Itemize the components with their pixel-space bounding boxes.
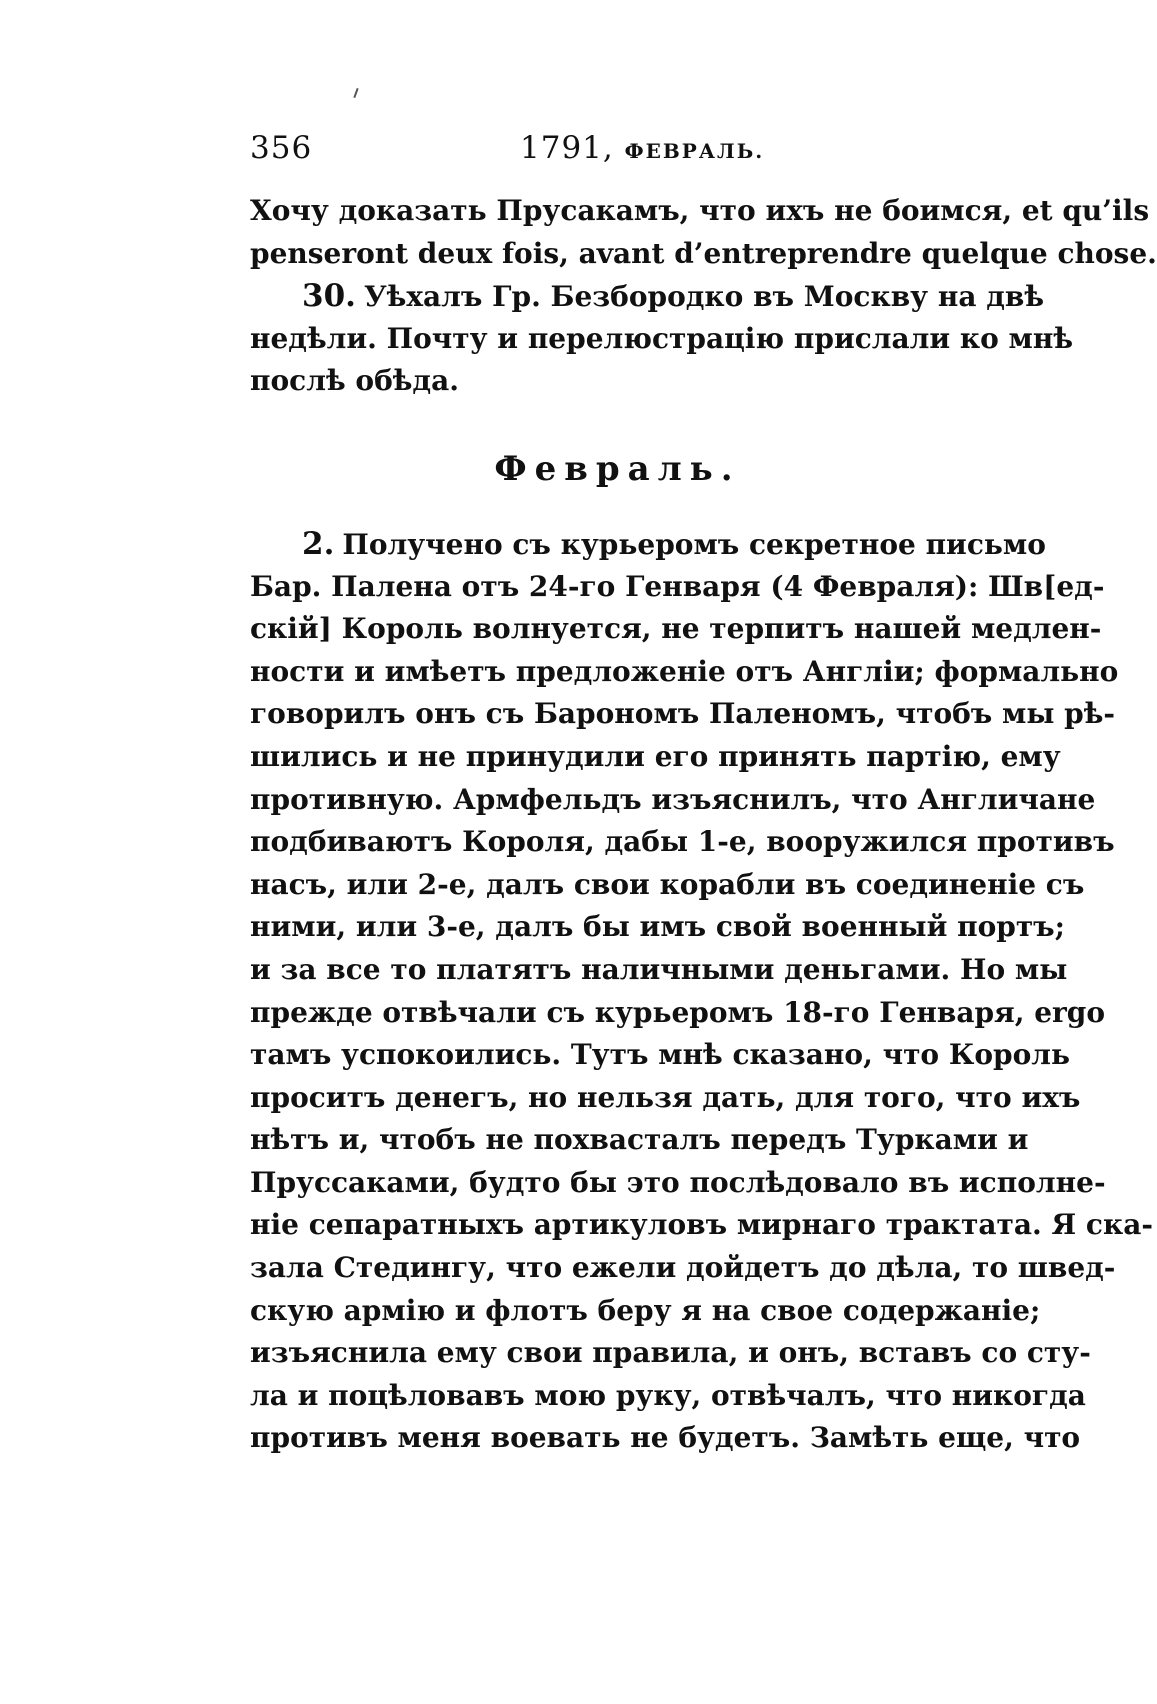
book-page bbox=[250, 130, 1157, 1460]
text-line: прежде отвѣчали съ курьеромъ 18-го Генваря, ergo bbox=[250, 995, 1106, 1029]
text-line: говорилъ онъ съ Барономъ Паленомъ, чтобъ мы рѣ- bbox=[250, 697, 1116, 731]
text-line: насъ, или 2-е, далъ свои корабли въ соединеніе съ bbox=[250, 867, 1085, 901]
running-month: ФЕВРАЛЬ. bbox=[624, 139, 765, 163]
text-line: ности и имѣетъ предложеніе отъ Англіи; формально bbox=[250, 654, 1119, 688]
text-line: шились и не принудили его принять партію, ему bbox=[250, 739, 1061, 773]
text-line: скій] Король волнуется, не терпитъ нашей медлен- bbox=[250, 612, 1102, 646]
text-line: Бар. Палена отъ 24-го Генваря (4 Февраля): Шв[ед- bbox=[250, 569, 1105, 603]
text-line: ла и поцѣловавъ мою руку, отвѣчалъ, что никогда bbox=[250, 1378, 1086, 1412]
entry-text: Уѣхалъ Гр. Безбородко въ Москву на двѣ bbox=[363, 280, 1045, 314]
text-line: ніе сепаратныхъ артикуловъ мирнаго трактата. Я ска- bbox=[250, 1208, 1153, 1242]
entry-text: Получено съ курьеромъ секретное письмо bbox=[342, 527, 1046, 561]
text-line: проситъ денегъ, но нельзя дать, для того, что ихъ bbox=[250, 1080, 1081, 1114]
text-line: Хочу доказать Прусакамъ, что ихъ не боимся, et qu’ils bbox=[250, 194, 1150, 227]
running-title bbox=[520, 130, 985, 166]
text-line: и за все то платятъ наличными деньгами. Но мы bbox=[250, 952, 1068, 986]
text-line: послѣ обѣда. bbox=[250, 364, 459, 398]
intro-paragraph bbox=[250, 190, 1157, 275]
text-line: противъ меня воевать не будетъ. Замѣть еще, что bbox=[250, 1421, 1081, 1455]
scan-mark bbox=[353, 88, 358, 98]
page-number: 356 bbox=[250, 130, 313, 166]
text-line: ними, или 3-е, далъ бы имъ свой военный портъ; bbox=[250, 910, 1065, 944]
text-line: penseront deux fois, avant d’entreprendre quelque chose. bbox=[250, 236, 1157, 270]
running-year: 1791, bbox=[520, 130, 614, 166]
entry-number: 30. bbox=[302, 278, 356, 315]
text-line bbox=[250, 275, 1045, 318]
section-heading: Февраль. bbox=[494, 448, 741, 489]
text-line: зала Стедингу, что ежели дойдетъ до дѣла, то швед- bbox=[250, 1251, 1116, 1285]
entry-number: 2. bbox=[302, 525, 335, 562]
text-line: изъяснила ему свои правила, и онъ, вставъ со сту- bbox=[250, 1336, 1091, 1370]
text-line: недѣли. Почту и перелюстрацію прислали ко мнѣ bbox=[250, 321, 1074, 355]
text-line: подбиваютъ Короля, дабы 1-е, вооружился противъ bbox=[250, 825, 1115, 859]
text-line bbox=[250, 523, 1046, 566]
running-head bbox=[250, 130, 985, 190]
entry-2-paragraph bbox=[250, 523, 1153, 1460]
text-line: скую армію и флотъ беру я на свое содержаніе; bbox=[250, 1293, 1041, 1327]
text-line: Пруссаками, будто бы это послѣдовало въ исполне- bbox=[250, 1165, 1106, 1199]
text-line: противную. Армфельдъ изъяснилъ, что Англичане bbox=[250, 782, 1096, 816]
text-line: нѣтъ и, чтобъ не похвасталъ передъ Турками и bbox=[250, 1123, 1029, 1157]
text-line: тамъ успокоились. Тутъ мнѣ сказано, что Король bbox=[250, 1038, 1070, 1072]
entry-30-paragraph bbox=[250, 275, 1074, 403]
